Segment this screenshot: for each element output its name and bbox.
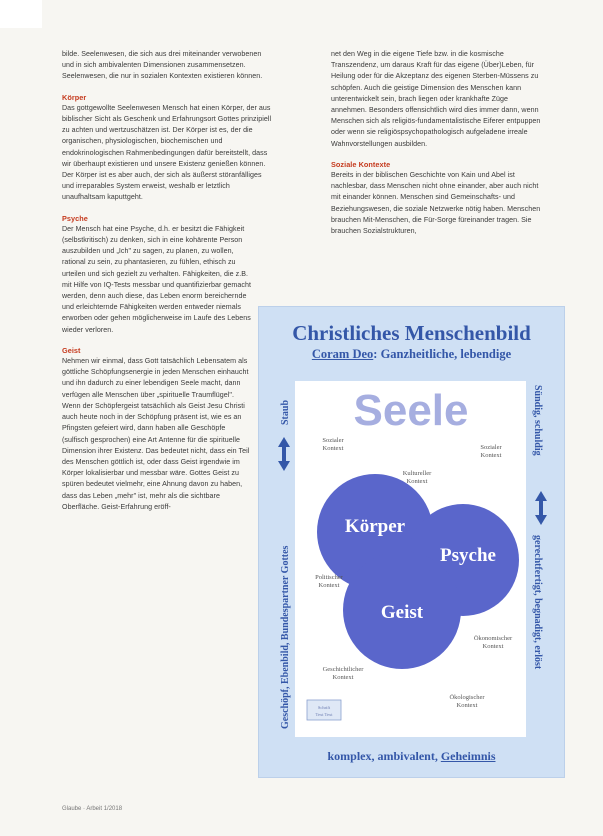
diagram-svg	[259, 307, 564, 777]
psyche-label: Psyche	[440, 545, 496, 566]
page-footer: Glaube · Arbeit 1/2018	[62, 806, 123, 812]
left-top-label: Staub	[280, 399, 291, 425]
sozialer-kontext-b-1: Sozialer	[480, 444, 502, 451]
subtitle-rest-text: : Ganzheitliche, lebendige	[373, 347, 512, 361]
stamp-line-2: Text Text	[315, 712, 333, 717]
kultureller-kontext-1: Kultureller	[402, 470, 432, 477]
psyche-paragraph: Der Mensch hat eine Psyche, d.h. er besitzt die Fähigkeit (selbstkritisch) zu denken, sich in eine kohärente Person auszubilden und „Ich" zu sagen, zu planen, zu wollen, rational zu sein, zu phantasieren, zu fühlen, ethisch zu urteilen und sich gezielt zu verhalten. Fähigkeiten, die z.B. mit Hilfe von IQ-Tests messbar und quantifizierbar gemacht werden, denn auch diese, das Leben enorm bereichernde und erleichternde Fähigkeiten werden entweder niemals erworben oder gehen möglicherweise im Laufe des Lebens wieder verloren.	[62, 224, 251, 334]
politischer-kontext-1: Politischer	[315, 574, 343, 581]
stamp-line-1: Schrift	[317, 705, 331, 710]
oekonomischer-kontext-1: Ökonomischer	[473, 635, 513, 642]
figure-title: Christliches Menschenbild	[292, 321, 531, 345]
heading-koerper: Körper	[62, 92, 87, 102]
coram-deo-text: Coram Deo	[311, 347, 374, 361]
koerper-paragraph: Das gottgewollte Seelenwesen Mensch hat einen Körper, der aus biblischer Sicht als Geschenk und Erfahrungsort Gottes prinzipiell zu achten und wertzuschätzen ist. Der Körper ist es, der die organischen, physiologischen, biochemischen und endokrinologischen Rahmenbedingungen dafür bereitstellt, dass wir überhaupt existieren und unsere Existenz genießen können. Der Körper ist es aber auch, der sich als äußerst störanfälliges und irreparables System erweist, weshalb er letztlich unaufhaltsam kaputtgeht.	[62, 103, 272, 202]
heading-geist: Geist	[62, 345, 81, 355]
geheimnis-text: Geheimnis	[440, 749, 496, 763]
right-bottom-label: gerechtfertigt, begnadigt, erlöst	[532, 535, 543, 670]
sozialer-kontext-1: Sozialer	[322, 437, 344, 444]
koerper-label: Körper	[344, 516, 406, 537]
oekonomischer-kontext-2: Kontext	[482, 643, 504, 650]
left-column	[62, 49, 274, 522]
kultureller-kontext-2: Kontext	[406, 478, 428, 485]
scan-corner	[0, 0, 42, 28]
geist-label: Geist	[380, 602, 424, 623]
geschichtlicher-kontext-1: Geschichtlicher	[322, 666, 364, 673]
sozialer-kontext-2: Kontext	[322, 445, 344, 452]
geschichtlicher-kontext-2: Kontext	[332, 674, 354, 681]
oekologischer-kontext-1: Ökologischer	[449, 694, 485, 701]
right-column	[331, 49, 543, 246]
geist-paragraph: Nehmen wir einmal, dass Gott tatsächlich Lebensatem als göttliche Schöpfungsenergie in jeden Menschen einhaucht und ihn dadurch zu einer lebendigen Seele macht, dann verfügen alle Menschen über „spirituelle Traumflügel". Wenn der Schöpfergeist tatsächlich als Geist Jesu Christi auch heute noch in der Schöpfung präsent ist, wie es an Pfingsten gefeiert wird, dann haben alle Geschöpfe (sulfisch gesprochen) eine Art Antenne für die spirituelle Dimension ihrer Existenz. Das bedeutet nicht, dass ein Teil des Menschen göttlich ist, oder dass Geist irgendwie im Körper lokalisierbar und messbar wäre. Gottes Geist zu spüren bedeutet vielmehr, eine Ahnung davon zu haben, dass das Leben „mehr" ist, mehr als die sichtbare Oberfläche. Geist-Erfahrung eröff-	[62, 357, 250, 511]
soziale-kontexte-paragraph: Bereits in der biblischen Geschichte von Kain und Abel ist nachlesbar, dass Menschen nicht ohne einander, aber auch nicht mit einander können. Menschen sind Gemeinschafts- und Beziehungswesen, die soziale Netzwerke nötig haben. Menschen brauchen Mit-Menschen, die Für-Sorge füreinander tragen. Sie brauchen Sozialstrukturen,	[331, 171, 541, 236]
figure-bottom-caption	[259, 749, 564, 764]
sozialer-kontext-b-2: Kontext	[480, 452, 502, 459]
right-top-label: Sündig, schuldig	[532, 385, 543, 456]
bottom-prefix: komplex, ambivalent,	[327, 749, 441, 763]
oekologischer-kontext-2: Kontext	[456, 702, 478, 709]
stamp-box	[307, 700, 341, 720]
left-bottom-label: Geschöpf, Ebenbild, Bundespartner Gottes	[280, 545, 291, 729]
heading-soziale-kontexte: Soziale Kontexte	[331, 159, 391, 169]
menschenbild-figure	[258, 306, 565, 778]
left-double-arrow	[278, 437, 290, 471]
intro-paragraph: bilde. Seelenwesen, die sich aus drei miteinander verwobenen und in sich ambivalenten Dimensionen zusammensetzen. Seelenwesen, die nur in sozialen Kontexten existieren können.	[62, 50, 263, 81]
right-double-arrow	[535, 491, 547, 525]
heading-psyche: Psyche	[62, 213, 88, 223]
politischer-kontext-2: Kontext	[318, 582, 340, 589]
seele-word: Seele	[353, 386, 469, 435]
transzendenz-paragraph: net den Weg in die eigene Tiefe bzw. in die kosmische Transzendenz, um daraus Kraft für das eigene (Über)Leben, für Heilung oder für die Akzeptanz des eigenen Sterben-Müssens zu schöpfen. Auch die geistige Dimension des Menschen kann unterentwickelt sein, brach liegen oder krankhafte Züge annehmen. Besonders offensichtlich wird dies immer dann, wenn Menschen sich als religiös-fundamentalistische Eiferer entpuppen oder wenn sie religiöspsychopathologisch aufgeladene irreale Wahnvorstellungen ausbilden.	[331, 50, 541, 148]
